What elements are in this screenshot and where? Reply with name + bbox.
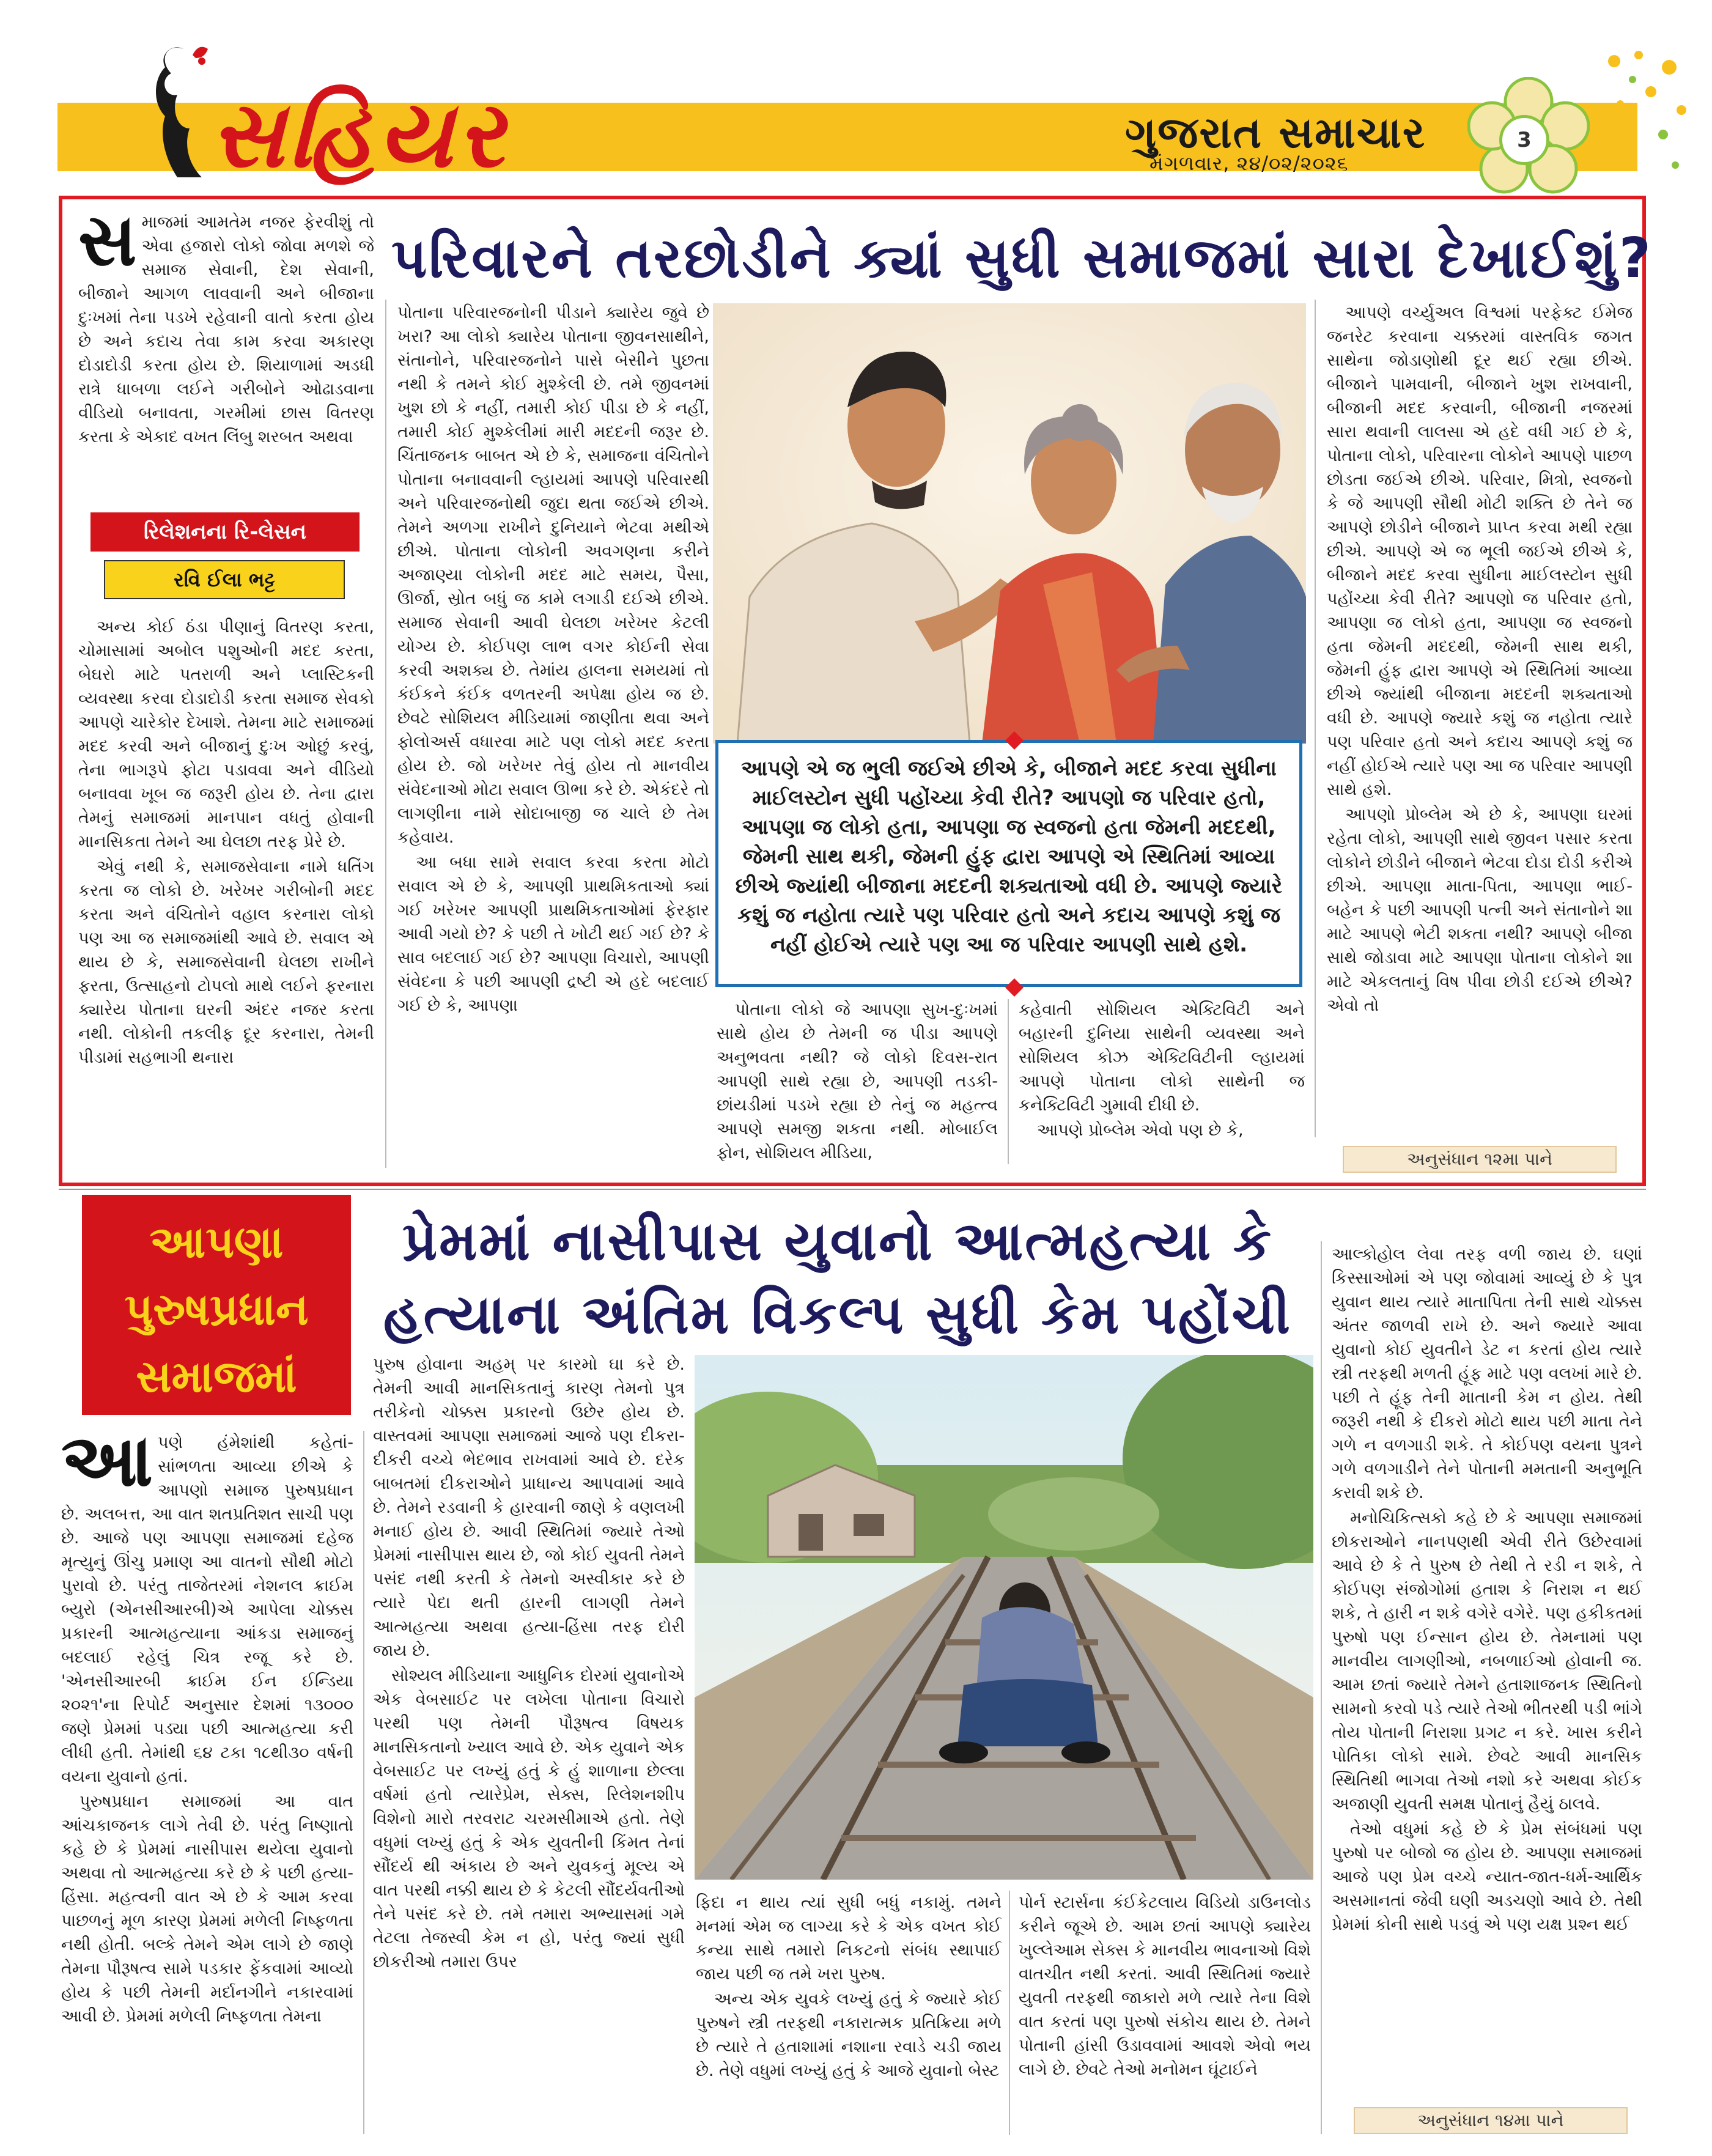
continued-on-page-label: અનુસંધાન ૧૪મા પાને bbox=[1354, 2107, 1628, 2134]
red-diamond-icon bbox=[1005, 731, 1024, 750]
paragraph: ફિદા ન થાય ત્યાં સુધી બધું નકામું. તમને મનમાં એમ જ લાગ્યા કરે કે એક વખત કોઈ કન્યા સાથે તમારો નિકટનો સંબંધ સ્થાપાઈ જાય પછી જ તમે ખરા પુરુષ. bbox=[696, 1893, 1002, 1984]
article-2-column-4 bbox=[1019, 1891, 1311, 2141]
paragraph: આપણે પ્રોબ્લેમ એવો પણ છે કે, bbox=[1037, 1121, 1244, 1140]
section-divider bbox=[59, 1189, 1646, 1190]
red-diamond-icon bbox=[1005, 978, 1024, 997]
article-1-column-5 bbox=[1327, 301, 1633, 1132]
paragraph: પોતાના લોકો જે આપણા સુખ-દુઃખમાં સાથે હોય છે તેમની જ પીડા આપણે અનુભવતા નથી? જે લોકો દિવસ-રાત આપણી સાથે રહ્યા છે, આપણી તડકી-છાંયડીમાં પડખે રહ્યા છે તેનું જ મહત્ત્વ આપણે સમજી શકતા નથી. મોબાઈલ ફોન, સોશિયલ મીડિયા, bbox=[717, 1000, 998, 1162]
newspaper-name: ગુજરાત સમાચાર bbox=[1125, 108, 1426, 158]
paragraph: આપણો પ્રોબ્લેમ એ છે કે, આપણા ઘરમાં રહેતા લોકો, આપણી સાથે જીવન પસાર કરતા લોકોને છોડીને બીજાને ભેટવા દોડા દોડી કરીએ છીએ. આપણા માતા-પિતા, આપણા ભાઈ-બહેન કે પછી આપણી પત્ની અને સંતાનોને શા માટે આપણે ભેટી શકતા નથી? આપણે બીજા સાથે જોડાવા માટે આપણા પોતાના લોકોને શા માટે એકલતાનું વિષ પીવા છોડી દઈએ છીએ? એવો તો bbox=[1327, 805, 1633, 1015]
paragraph: માજમાં આમતેમ નજર ફેરવીશું તો એવા હજારો લોકો જોવા મળશે જે સમાજ સેવાની, દેશ સેવાની, બીજાને આગળ લાવવાની અને બીજાના દુઃખમાં તેના પડખે રહેવાની વાતો કરતા હોય છે અને કદાચ તેવા કામ કરવા અકારણ દોડાદોડી કરતા હોય છે. શિયાળામાં અડધી રાત્રે ધાબળા લઈને ગરીબોને ઓઢાડવાના વીડિયો બનાવતા, ગરમીમાં છાસ વિતરણ કરતા કે એકાદ વખત લિંબુ શરબત અથવા bbox=[78, 213, 374, 446]
article-2-kicker: આપણા પુરુષપ્રધાન સમાજમાં bbox=[82, 1195, 351, 1415]
magazine-logo: સહિયર bbox=[210, 81, 508, 188]
article-2-column-5 bbox=[1332, 1242, 1642, 2099]
pull-quote-text: આપણે એ જ ભુલી જઈએ છીએ કે, બીજાને મદદ કરવા સુધીના માઈલસ્ટોન સુધી પહોંચ્યા કેવી રીતે? આપણો જ પરિવાર હતો, આપણા જ લોકો હતા, આપણા જ સ્વજનો હતા જેમની મદદથી, જેમની સાથ થકી, જેમની હુંફ દ્વારા આપણે એ સ્થિતિમાં આવ્યા છીએ જ્યાંથી બીજાના મદદની શક્યતાઓ વધી છે. આપણે જ્યારે કશું જ નહોતા ત્યારે પણ પરિવાર હતો અને કદાચ આપણે કશું જ નહીં હોઈએ ત્યારે પણ આ જ પરિવાર આપણી સાથે હશે. bbox=[735, 756, 1283, 957]
column-rule bbox=[1315, 300, 1316, 1137]
column-rule bbox=[385, 300, 386, 1168]
paragraph: આપણે વર્ચ્યુઅલ વિશ્વમાં પરફેક્ટ ઈમેજ જનરેટ કરવાના ચક્કરમાં વાસ્તવિક જગત સાથેના જોડાણોથી દૂર થઈ રહ્યા છીએ. બીજાને પામવાની, બીજાને ખુશ રાખવાની, બીજાની મદદ કરવાની, બીજાની નજરમાં સારા થવાની લાલસા એ હદે વધી ગઈ છે કે, પોતાના લોકો, પરિવારના લોકોને આપણે પાછળ છોડતા જઈએ છીએ. પરિવાર, મિત્રો, સ્વજનો કે જે આપણી સૌથી મોટી શક્તિ છે તેને જ આપણે છોડીને બીજાને પ્રાપ્ત કરવા મથી રહ્યા છીએ. આપણે એ જ ભૂલી જઈએ છીએ કે, બીજાને મદદ કરવા સુધીના માઈલસ્ટોન સુધી પહોંચ્યા કેવી રીતે? આપણો જ પરિવાર હતો, આપણા જ લોકો હતા, આપણા જ સ્વજનો હતા જેમની મદદથી, જેમની સાથ થકી, જેમની હુંફ દ્વારા આપણે એ સ્થિતિમાં આવ્યા છીએ જ્યાંથી બીજાના મદદની શક્યતાઓ વધી છે. આપણે જ્યારે કશું જ નહોતા ત્યારે પણ પરિવાર હતો અને કદાચ આપણે કશું જ નહીં હોઈએ ત્યારે પણ આ જ પરિવાર આપણી સાથે હશે. bbox=[1327, 303, 1633, 799]
column-section-label: રિલેશનના રિ-લેસન bbox=[90, 512, 360, 552]
floral-decoration-icon bbox=[1596, 43, 1694, 190]
column-rule bbox=[1008, 999, 1009, 1164]
paragraph: આ બધા સામે સવાલ કરવા કરતા મોટો સવાલ એ છે કે, આપણી પ્રાથમિકતાઓ ક્યાં ગઈ ખરેખર આપણી પ્રાથમિકતાઓમાં ફેરફાર આવી ગયો છે? કે પછી તે ખોટી થઈ ગઈ છે? કે સાવ બદલાઈ ગઈ છે? આપણા વિચારો, આપણી સંવેદના કે પછી આપણી દ્રષ્ટી એ હદે બદલાઈ ગઈ છે કે, આપણા bbox=[397, 853, 709, 1015]
article-1-headline: પરિવારને તરછોડીને ક્યાં સુધી સમાજમાં સારા દેખાઈશું? bbox=[391, 226, 1653, 290]
paragraph: પુરુષ હોવાના અહમ્ પર કારમો ઘા કરે છે. તેમની આવી માનસિકતાનું કારણ તેમનો પુત્ર તરીકેનો ચોક્કસ પ્રકારનો ઉછેર હોય છે. વાસ્તવમાં આપણા સમાજમાં આજે પણ દીકરા-દીકરી વચ્ચે ભેદભાવ રાખવામાં આવે છે. દરેક બાબતમાં દીકરાઓને પ્રાધાન્ય આપવામાં આવે છે. તેમને રડવાની કે હારવાની જાણે કે વણલખી મનાઈ હોય છે. આવી સ્થિતિમાં જ્યારે તેઓ પ્રેમમાં નાસીપાસ થાય છે, જો કોઈ યુવતી તેમને પસંદ નથી કરતી કે તેમનો અસ્વીકાર કરે છે ત્યારે પેદા થતી હારની લાગણી તેમને આત્મહત્યા અથવા હત્યા-હિંસા તરફ દોરી જાય છે. bbox=[373, 1355, 685, 1660]
article-1-column-3 bbox=[717, 998, 998, 1175]
paragraph: પોતાના પરિવારજનોની પીડાને ક્યારેય જુવે છે ખરા? આ લોકો ક્યારેય પોતાના જીવનસાથીને, સંતાનોને, પરિવારજનોને પાસે બેસીને પુછતા નથી કે તમને કોઈ મુશ્કેલી છે. તમે જીવનમાં ખુશ છો કે નહીં, તમારી કોઈ પીડા છે કે નહીં, તમારી કોઈ મુશ્કેલીમાં મારી મદદની જરૂર છે. ચિંતાજનક બાબત એ છે કે, સમાજના વંચિતોને પોતાના બનાવવાની લ્હાયમાં આપણે પરિવારથી અને પરિવારજનોથી જુદા થતા જઈએ છીએ. તેમને અળગા રાખીને દુનિયાને ભેટવા મથીએ છીએ. પોતાના લોકોની અવગણના કરીને અજાણ્યા લોકોની મદદ માટે સમય, પૈસા, ઊર્જા, સ્રોત બધું જ કામે લગાડી દઈએ છીએ. સમાજ સેવાની આવી ઘેલછા ખરેખર કેટલી યોગ્ય છે. કોઈપણ લાભ વગર કોઈની સેવા કરવી અશક્ય છે. તેમાંય હાલના સમયમાં તો કંઈકને કંઈક વળતરની અપેક્ષા હોય જ છે. છેવટે સોશિયલ મીડિયામાં જાણીતા થવા અને ફોલોઅર્સ વધારવા માટે પણ લોકો મદદ કરતા હોય છે. જો ખરેખર તેવું હોય તો માનવીય સંવેદનાઓ મોટા સવાલ ઊભા કરે છે. એકંદરે તો લાગણીના નામે સોદાબાજી જ ચાલે છે તેમ કહેવાય. bbox=[397, 303, 709, 847]
paragraph: તેઓ વધુમાં કહે છે કે પ્રેમ સંબંધમાં પણ પુરુષો પર બોજો જ હોય છે. આપણા સમાજમાં આજે પણ પ્રેમ વચ્ચે ન્યાત-જાત-ધર્મ-આર્થિક અસમાનતાં જેવી ઘણી અડચણો આવે છે. તેથી પ્રેમમાં કોની સાથે પડવું એ પણ યક્ષ પ્રશ્ન થઈ bbox=[1332, 1820, 1642, 1934]
pull-quote-box bbox=[715, 740, 1302, 987]
article-2-headline: પ્રેમમાં નાસીપાસ યુવાનો આત્મહત્યા કે હત્યાના અંતિમ વિકલ્પ સુધી કેમ પહોંચી bbox=[383, 1209, 1292, 1346]
paragraph: કહેવાતી સોશિયલ એક્ટિવિટી અને બહારની દુનિયા સાથેની વ્યવસ્થા અને સોશિયલ કોઝ એક્ટિવિટીની લ્હાયમાં આપણે પોતાના લોકો સાથેની જ કનેક્ટિવિટી ગુમાવી દીધી છે. bbox=[1019, 1000, 1305, 1115]
paragraph: અન્ય એક યુવકે લખ્યું હતું કે જ્યારે કોઈ પુરુષને સ્ત્રી તરફથી નકારાત્મક પ્રતિક્રિયા મળે છે ત્યારે તે હતાશામાં નશાના રવાડે ચડી જાય છે. તેણે વધુમાં લખ્યું હતું કે આજે યુવાનો બેસ્ટ bbox=[696, 1990, 1002, 2080]
dropcap: સ bbox=[78, 210, 137, 282]
man-on-railway-photo bbox=[695, 1355, 1313, 1880]
dropcap: આ bbox=[61, 1431, 153, 1502]
article-1-column-2 bbox=[397, 301, 709, 1172]
article-2-column-3 bbox=[696, 1891, 1002, 2141]
paragraph: પોર્ન સ્ટાર્સના કંઈકેટલાય વિડિયો ડાઉનલોડ કરીને જૂએ છે. આમ છતાં આપણે ક્યારેય ખુલ્લેઆમ સેક્સ કે માનવીય ભાવનાઓ વિશે વાતચીત નથી કરતાં. આવી સ્થિતિમાં જ્યારે યુવતી તરફથી જાકારો મળે ત્યારે તેના વિશે વાત કરતાં પણ પુરુષો સંકોચ થાય છે. તેમને પોતાની હાંસી ઉડાવવામાં આવશે એવો ભય લાગે છે. છેવટે તેઓ મનોમન ઘૂંટાઈને bbox=[1019, 1893, 1311, 2079]
article-1-column-1-top bbox=[78, 210, 374, 498]
article-2-column-2 bbox=[373, 1353, 685, 2141]
author-byline: રવિ ઈલા ભટ્ટ bbox=[104, 560, 345, 599]
article-2-column-1 bbox=[61, 1431, 353, 2140]
issue-date: મંગળવાર, ૨૪/૦૨/૨૦૨૬ bbox=[1149, 152, 1349, 175]
column-rule bbox=[363, 1431, 364, 2134]
column-rule bbox=[1321, 1241, 1322, 2134]
paragraph: સોશ્યલ મીડિયાના આધુનિક દોરમાં યુવાનોએ એક વેબસાઈટ પર લખેલા પોતાના વિચારો પરથી પણ તેમની પૌરૂષત્વ વિષયક માનસિકતાનો ખ્યાલ આવે છે. એક યુવાને એક વેબસાઈટ પર લખ્યું હતું કે હું શાળાના છેલ્લા વર્ષમાં હતો ત્યારેપ્રેમ, સેક્સ, રિલેશનશીપ વિશેનો મારો તરવરાટ ચરમસીમાએ હતો. તેણે વધુમાં લખ્યું હતું કે એક યુવતીની કિંમત તેનાં સૌંદર્ય થી અંકાય છે અને યુવકનું મૂલ્ય એ વાત પરથી નક્કી થાય છે કે કેટલી સૌંદર્યવતીઓ તેને પસંદ કરે છે. તમે તમારા અભ્યાસમાં ગમે તેટલા તેજસ્વી કેમ ન હો, પરંતુ જ્યાં સુધી છોકરીઓ તમારા ઉપર bbox=[373, 1666, 685, 1971]
continued-on-page-label: અનુસંધાન ૧૨મા પાને bbox=[1343, 1146, 1617, 1173]
article-1-column-1-bottom bbox=[78, 615, 374, 1172]
article-1-column-4 bbox=[1019, 998, 1305, 1175]
paragraph: એવું નથી કે, સમાજસેવાના નામે ધતિંગ કરતા જ લોકો છે. ખરેખર ગરીબોની મદદ કરતા અને વંચિતોને વહાલ કરનારા લોકો પણ આ જ સમાજમાંથી આવે છે. સવાલ એ થાય છે કે, સમાજસેવાની ઘેલછા રાખીને ફરતા, ઉત્સાહનો ટોપલો માથે લઈને ફરનારા ક્યારેય પોતાના ઘરની અંદર નજર કરતા નથી. લોકોની તકલીફ દૂર કરનારા, તેમની પીડામાં સહભાગી થનારા bbox=[78, 857, 374, 1067]
family-argument-illustration bbox=[713, 303, 1306, 744]
paragraph: આલ્કોહોલ લેવા તરફ વળી જાય છે. ઘણાં કિસ્સાઓમાં એ પણ જોવામાં આવ્યું છે કે પુત્ર યુવાન થાય ત્યારે માતાપિતા તેની સાથે ચોક્કસ અંતર જાળવી રાખે છે. અને જ્યારે આવા યુવાનો કોઈ યુવતીને ડેટ ન કરતાં હોય ત્યારે સ્ત્રી તરફથી મળતી હૂંફ માટે પણ વલખાં મારે છે. પછી તે હૂંફ તેની માતાની કેમ ન હોય. તેથી જરૂરી નથી કે દીકરો મોટો થાય પછી માતા તેને ગળે ન વળગાડી શકે. તે કોઈપણ વયના પુત્રને ગળે વળગાડીને તેને પોતાની મમતાની અનુભૂતિ કરાવી શકે છે. bbox=[1332, 1245, 1642, 1502]
paragraph: પણે હંમેશાંથી કહેતાં-સાંભળતા આવ્યા છીએ કે આપણો સમાજ પુરુષપ્રધાન છે. અલબત્ત, આ વાત શતપ્રતિશત સાચી પણ છે. આજે પણ આપણા સમાજમાં દહેજ મૃત્યુનું ઊંચુ પ્રમાણ આ વાતનો સૌથી મોટો પુરાવો છે. પરંતુ તાજેતરમાં નેશનલ ક્રાઈમ બ્યુરો (એનસીઆરબી)એ આપેલા ચોક્કસ પ્રકારની આત્મહત્યાના આંકડા સમાજનું બદલાઈ રહેલું ચિત્ર રજૂ કરે છે. 'એનસીઆરબી ક્રાઈમ ઈન ઈન્ડિયા ૨૦૨૧'ના રિપોર્ટ અનુસાર દેશમાં ૧૩૦૦૦ જણે પ્રેમમાં પડ્યા પછી આત્મહત્યા કરી લીધી હતી. તેમાંથી ૬૪ ટકા ૧૮થી૩૦ વર્ષની વયના યુવાનો હતાં. bbox=[61, 1433, 353, 1786]
paragraph: અન્ય કોઈ ઠંડા પીણાનું વિતરણ કરતા, ચોમાસામાં અબોલ પશુઓની મદદ કરતા, બેઘરો માટે પતરાળી અને પ્લાસ્ટિકની વ્યવસ્થા કરવા દોડાદોડી કરતા સમાજ સેવકો આપણે ચારેકોર દેખાશે. તેમના માટે સમાજમાં મદદ કરવી અને બીજાનું દુઃખ ઓછું કરવું, તેના ભાગરૂપે ફોટા પડાવવા અને વીડિયો બનાવવા ખૂબ જ જરૂરી હોય છે. તેના દ્વારા તેમનું સમાજમાં માનપાન વધતું હોવાની માનસિકતા તેમને આ ઘેલછા તરફ પ્રેરે છે. bbox=[78, 618, 374, 851]
paragraph: મનોચિકિત્સકો કહે છે કે આપણા સમાજમાં છોકરાઓને નાનપણથી એવી રીતે ઉછેરવામાં આવે છે કે તે પુરુષ છે તેથી તે રડી ન શકે, તે કોઈપણ સંજોગોમાં હતાશ કે નિરાશ ન થઈ શકે, તે હારી ન શકે વગેરે વગેરે. પણ હકીકતમાં પુરુષો પણ ઈન્સાન હોય છે. તેમનામાં પણ માનવીય લાગણીઓ, નબળાઈઓ હોવાની જ. આમ છતાં જ્યારે તેમને હતાશાજનક સ્થિતિનો સામનો કરવો પડે ત્યારે તેઓ ભીતરથી પડી ભાંગે તોય પોતાની નિરાશા પ્રગટ ન કરે. ખાસ કરીને પોતિકા લોકો સામે. છેવટે આવી માનસિક સ્થિતિથી ભાગવા તેઓ નશો કરે અથવા કોઈક અજાણી યુવતી સમક્ષ પોતાનું હૈયું ઠાલવે. bbox=[1332, 1508, 1642, 1814]
column-rule bbox=[1009, 1891, 1010, 2135]
paragraph: પુરુષપ્રધાન સમાજમાં આ વાત આંચકાજનક લાગે તેવી છે. પરંતુ નિષ્ણાતો કહે છે કે પ્રેમમાં નાસીપાસ થયેલા યુવાનો અથવા તો આત્મહત્યા કરે છે કે પછી હત્યા-હિંસા. મહત્વની વાત એ છે કે આમ કરવા પાછળનું મૂળ કારણ પ્રેમમાં મળેલી નિષ્ફળતા નથી હોતી. બલ્કે તેમને એમ લાગે છે જાણે તેમના પૌરૂષત્વ સામે પડકાર ફેંકવામાં આવ્યો હોય કે પછી તેમની મર્દાનગીને નકારવામાં આવી છે. પ્રેમમાં મળેલી નિષ્ફળતા તેમના bbox=[61, 1792, 353, 2026]
page-number: 3 bbox=[1499, 115, 1549, 165]
